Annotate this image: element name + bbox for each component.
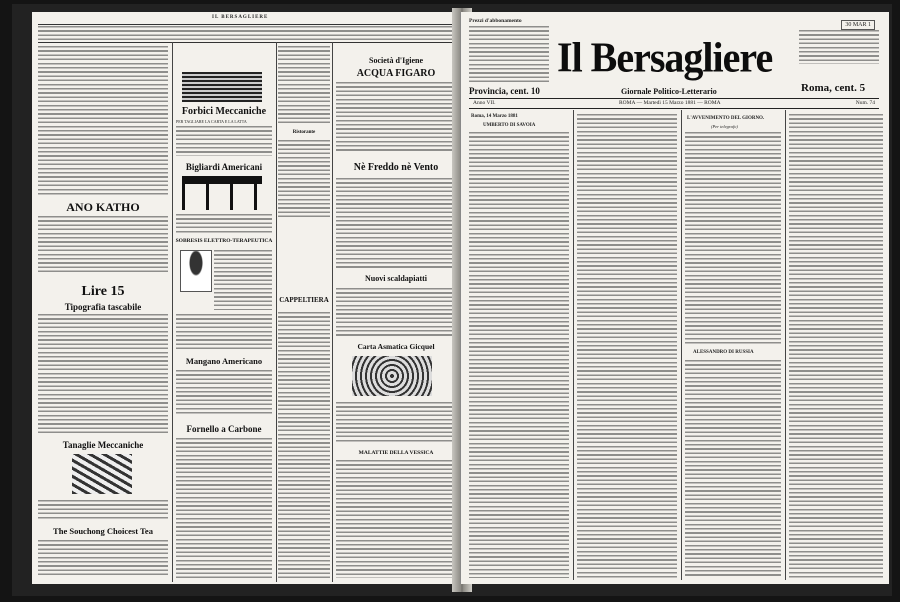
left-newspaper-page: IL BERSAGLIERE ANO KATHO Lire 15 Tipografia tascabile Tanaglie Meccaniche The Souchong Choicest Tea Forbici Meccaniche PER TAGLIARE LA CARTA E LA LATTA Bigliardi Americani SOBRESIS ELETTRO-TERAPEUTICA Mangano Americano Fornello a Carbone Ristorante CAPPELTIERA Società d'Igiene ACQUA FIGARO Nè Freddo nè Vento Nuovi scaldapiatti Carta Asmatica Gicquel MALATTIE DELLA VESSICA — [32, 12, 465, 584]
ad-ano-katho: ANO KATHO — [66, 200, 140, 214]
figure-illustration — [180, 250, 212, 292]
pliers-illustration — [72, 454, 132, 494]
lungs-illustration — [352, 356, 432, 396]
numero: Num. 74 — [855, 100, 875, 106]
price-provincia: Provincia, cent. 10 — [469, 86, 540, 96]
ad-tipografia: Tipografia tascabile — [64, 302, 142, 312]
dateline: ROMA — Martedì 15 Marzo 1881 — ROMA — [619, 100, 721, 106]
ad-forbici: Forbici Meccaniche — [181, 106, 267, 117]
ad-elettro: SOBRESIS ELETTRO-TERAPEUTICA — [175, 238, 273, 244]
ad-lire15: Lire 15 — [81, 284, 125, 299]
ad-malattie: MALATTIE DELLA VESSICA — [358, 450, 434, 456]
col1-dateline: Roma, 14 Marzo 1881 — [471, 114, 518, 119]
running-head: IL BERSAGLIERE — [212, 15, 269, 20]
subtitle: Giornale Politico-Letterario — [621, 87, 717, 96]
masthead: Il Bersagliere — [557, 33, 773, 82]
ad-scaldapiatti: Nuovi scaldapiatti — [364, 274, 427, 283]
ad-acqua-figaro: ACQUA FIGARO — [356, 68, 436, 79]
col1-title: UMBERTO DI SAVOIA — [483, 123, 536, 128]
billiard-table-illustration — [182, 176, 262, 210]
price-roma: Roma, cent. 5 — [801, 82, 866, 94]
ad-ne-freddo: Nè Freddo nè Vento — [353, 162, 439, 173]
ad-cappelliera: CAPPELTIERA — [279, 296, 329, 304]
scissors-illustration — [182, 72, 262, 102]
ad-tanaglie: Tanaglie Meccaniche — [62, 440, 144, 450]
ad-societa-igiene: Società d'Igiene — [369, 56, 423, 65]
library-stamp: 30 MAR 1 — [841, 20, 875, 30]
ad-ristorante: Ristorante — [292, 130, 316, 135]
col3-title: L'AVVENIMENTO DEL GIORNO. — [687, 116, 765, 121]
right-newspaper-page: Prezzi d'abbonamento Il Bersagliere 30 MAR 1 Provincia, cent. 10 Giornale Politico-Letterario Roma, cent. 5 Anno VII. ROMA — Martedì 15 Marzo 1881 — ROMA Num. 74 Roma, 14 Marzo 1881 UMBERTO DI SAVOIA L'AVVENIMENTO DEL GIORNO. (Per telegrafo) ALESSANDRO DI RUSSIA — [460, 12, 889, 584]
ad-mangano: Mangano Americano — [185, 356, 263, 366]
anno: Anno VII. — [473, 100, 496, 106]
subscription-prices: Prezzi d'abbonamento — [469, 18, 522, 24]
date-bar — [469, 98, 879, 109]
ad-souchong: The Souchong Choicest Tea — [53, 526, 153, 536]
col3-title2: ALESSANDRO DI RUSSIA — [693, 350, 754, 355]
bound-volume — [12, 4, 892, 596]
ad-bigliardi: Bigliardi Americani — [185, 162, 263, 172]
ad-carta-asmatica: Carta Asmatica Gicquel — [357, 342, 435, 351]
ad-fornello: Fornello a Carbone — [186, 424, 262, 434]
